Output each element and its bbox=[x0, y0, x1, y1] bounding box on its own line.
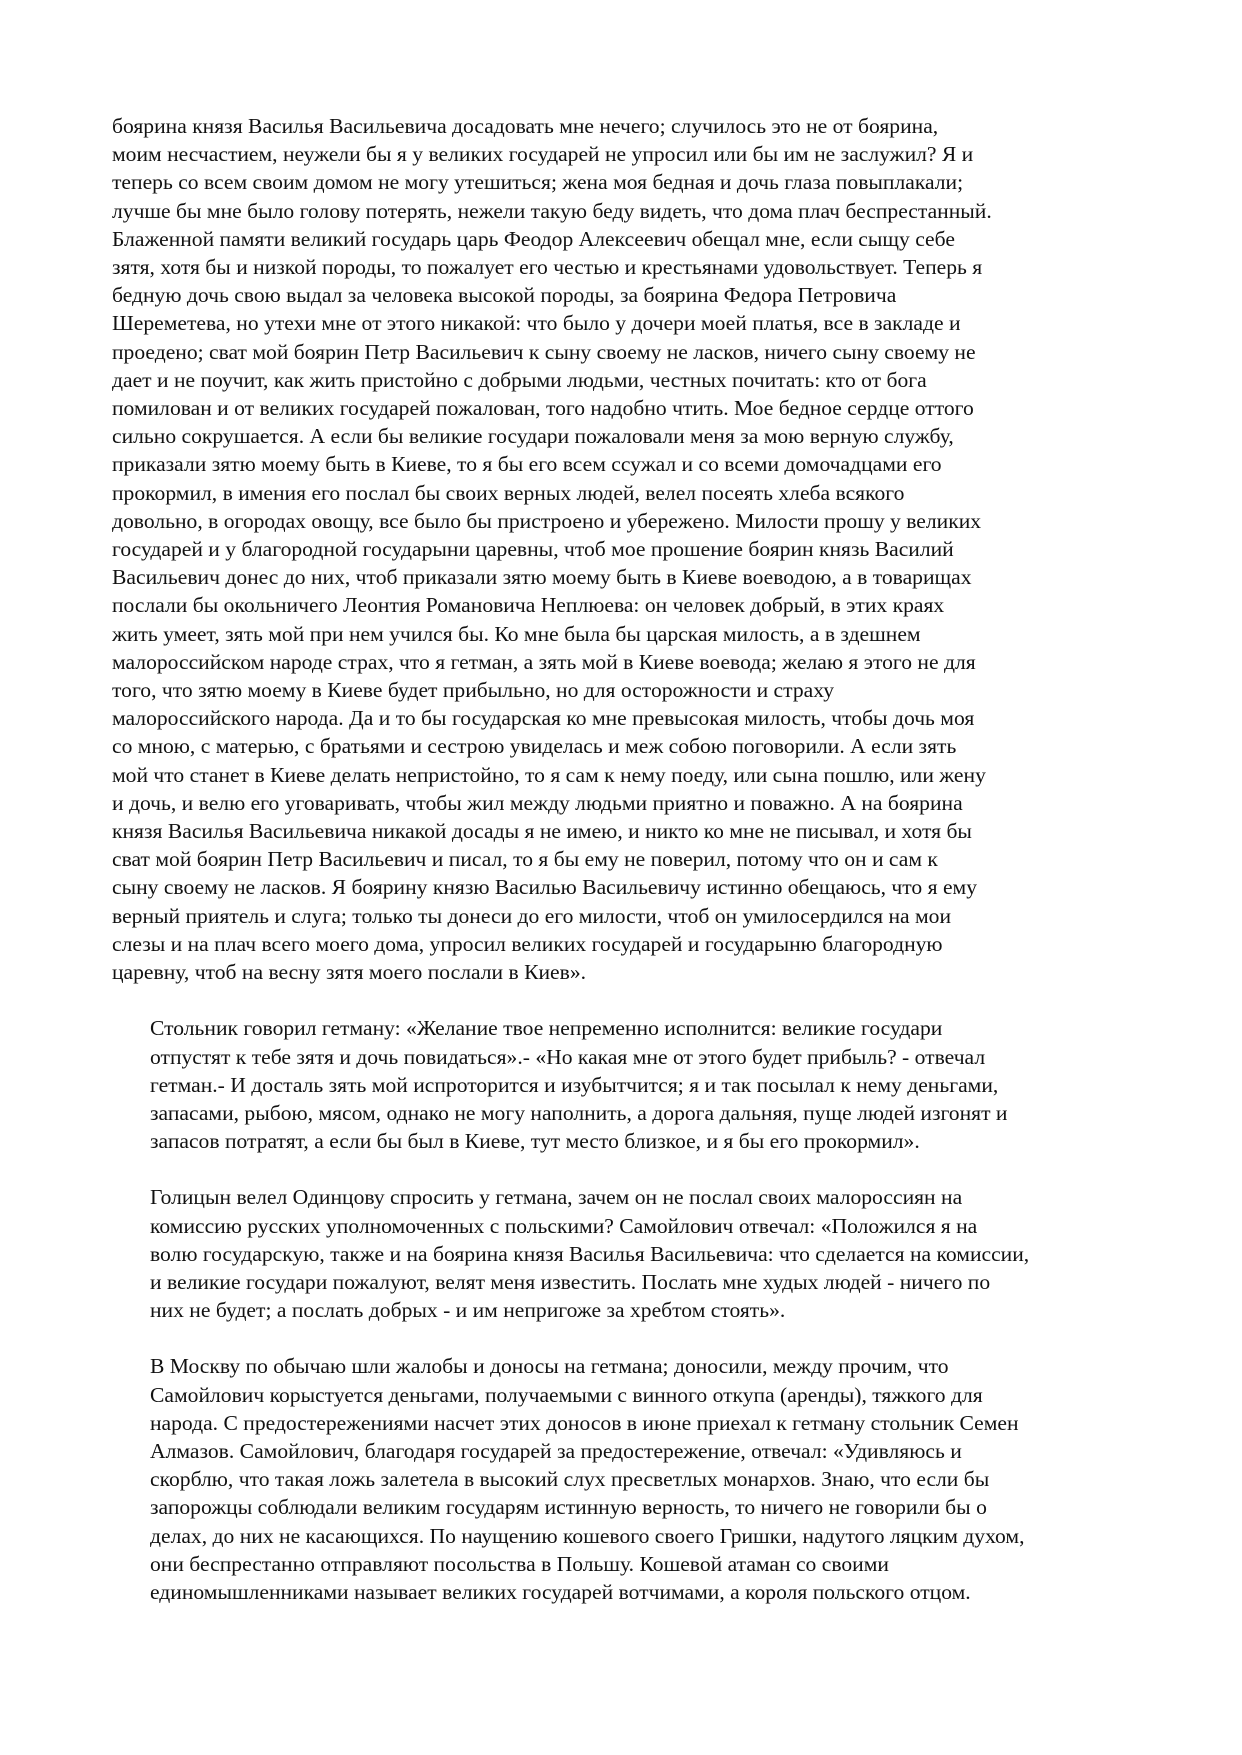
text-line: зятя, хотя бы и низкой породы, то пожалует его честью и крестьянами удовольствует. Теперь я bbox=[112, 255, 983, 280]
text-line: князя Василья Васильевича никакой досады я не имею, и никто ко мне не писывал, и хотя бы bbox=[112, 819, 972, 844]
text-line: и дочь, и велю его уговаривать, чтобы жил между людьми приятно и поважно. А на боярина bbox=[112, 790, 963, 815]
document-page bbox=[112, 112, 1132, 1634]
text-line: комиссию русских уполномоченных с польскими? Самойлович отвечал: «Положился я на bbox=[150, 1213, 978, 1238]
text-line: Васильевич донес до них, чтоб приказали зятю моему быть в Киеве воеводою, а в товарищах bbox=[112, 565, 972, 590]
paragraph-1 bbox=[112, 112, 1132, 986]
paragraph-4 bbox=[112, 1352, 1132, 1606]
text-line: бедную дочь свою выдал за человека высокой породы, за боярина Федора Петровича bbox=[112, 283, 897, 308]
text-line: государей и у благородной государыни царевны, чтоб мое прошение боярин князь Василий bbox=[112, 537, 954, 562]
text-line: запорожцы соблюдали великим государям истинную верность, то ничего не говорили бы о bbox=[150, 1495, 987, 1520]
paragraph-3 bbox=[112, 1183, 1132, 1324]
text-line: Самойлович корыстуется деньгами, получаемыми с винного откупа (аренды), тяжкого для bbox=[150, 1382, 983, 1407]
text-line: помилован и от великих государей пожалован, того надобно чтить. Мое бедное сердце оттого bbox=[112, 396, 974, 421]
text-line: моим несчастием, неужели бы я у великих государей не упросил или бы им не заслужил? Я и bbox=[112, 142, 974, 167]
text-line: царевну, чтоб на весну зятя моего послали в Киев». bbox=[112, 960, 587, 985]
text-line: запасов потратят, а если бы был в Киеве, тут место близкое, и я бы его прокормил». bbox=[150, 1129, 920, 1154]
text-line: со мною, с матерью, с братьями и сестрою увиделась и меж собою поговорили. А если зять bbox=[112, 734, 957, 759]
text-line: них не будет; а послать добрых - и им непригоже за хребтом стоять». bbox=[150, 1298, 786, 1323]
text-line: отпустят к тебе зятя и дочь повидаться».- «Но какая мне от этого будет прибыль? - отвечал bbox=[150, 1044, 986, 1069]
paragraph-2 bbox=[112, 1014, 1132, 1155]
text-line: и великие государи пожалуют, велят меня известить. Послать мне худых людей - ничего по bbox=[150, 1269, 991, 1294]
text-line: проедено; сват мой боярин Петр Васильевич к сыну своему не ласков, ничего сыну своему не bbox=[112, 339, 976, 364]
text-line: скорблю, что такая ложь залетела в высокий слух пресветлых монархов. Знаю, что если бы bbox=[150, 1467, 990, 1492]
text-line: В Москву по обычаю шли жалобы и доносы на гетмана; доносили, между прочим, что bbox=[150, 1354, 949, 1379]
text-line: гетман.- И досталь зять мой испроторится и изубытчится; я и так посылал к нему деньгами, bbox=[150, 1072, 999, 1097]
text-line: Стольник говорил гетману: «Желание твое непременно исполнится: великие государи bbox=[150, 1016, 943, 1041]
text-line: народа. С предостережениями насчет этих доносов в июне приехал к гетману стольник Семен bbox=[150, 1410, 1019, 1435]
text-line: теперь со всем своим домом не могу утешиться; жена моя бедная и дочь глаза повыплакали; bbox=[112, 170, 964, 195]
text-line: Алмазов. Самойлович, благодаря государей за предостережение, отвечал: «Удивляюсь и bbox=[150, 1438, 962, 1463]
text-line: прокормил, в имения его послал бы своих верных людей, велел посеять хлеба всякого bbox=[112, 480, 905, 505]
text-line: жить умеет, зять мой при нем учился бы. Ко мне была бы царская милость, а в здешнем bbox=[112, 621, 921, 646]
text-line: лучше бы мне было голову потерять, нежели такую беду видеть, что дома плач беспрестанный. bbox=[112, 198, 992, 223]
text-line: слезы и на плач всего моего дома, упросил великих государей и государыню благородную bbox=[112, 931, 943, 956]
text-line: мой что станет в Киеве делать непристойно, то я сам к нему поеду, или сына пошлю, или жену bbox=[112, 762, 986, 787]
text-line: Блаженной памяти великий государь царь Феодор Алексеевич обещал мне, если сыщу себе bbox=[112, 226, 955, 251]
text-line: они беспрестанно отправляют посольства в Польшу. Кошевой атаман со своими bbox=[150, 1551, 889, 1576]
text-line: сильно сокрушается. А если бы великие государи пожаловали меня за мою верную службу, bbox=[112, 424, 954, 449]
text-line: Шереметева, но утехи мне от этого никакой: что было у дочери моей платья, все в закладе и bbox=[112, 311, 961, 336]
text-line: Голицын велел Одинцову спросить у гетмана, зачем он не послал своих малороссиян на bbox=[150, 1185, 963, 1210]
text-line: послали бы окольничего Леонтия Романовича Неплюева: он человек добрый, в этих краях bbox=[112, 593, 945, 618]
text-line: довольно, в огородах овощу, все было бы пристроено и убережено. Милости прошу у великих bbox=[112, 508, 982, 533]
text-line: сват мой боярин Петр Васильевич и писал, то я бы ему не поверил, потому что он и сам к bbox=[112, 847, 938, 872]
text-line: того, что зятю моему в Киеве будет прибыльно, но для осторожности и страху bbox=[112, 678, 834, 703]
text-line: приказали зятю моему быть в Киеве, то я бы его всем ссужал и со всеми домочадцами его bbox=[112, 452, 942, 477]
text-line: верный приятель и слуга; только ты донеси до его милости, чтоб он умилосердился на мои bbox=[112, 903, 952, 928]
text-line: волю государскую, также и на боярина князя Василья Васильевича: что сделается на комиссии, bbox=[150, 1241, 1030, 1266]
text-line: запасами, рыбою, мясом, однако не могу наполнить, а дорога дальняя, пуще людей изгонят и bbox=[150, 1100, 1008, 1125]
text-line: единомышленниками называет великих государей вотчимами, а короля польского отцом. bbox=[150, 1579, 971, 1604]
text-line: делах, до них не касающихся. По наущению кошевого своего Гришки, надутого ляцким духом, bbox=[150, 1523, 1025, 1548]
text-line: дает и не поучит, как жить пристойно с добрыми людьми, честных почитать: кто от бога bbox=[112, 367, 927, 392]
text-line: боярина князя Василья Васильевича досадовать мне нечего; случилось это не от боярина, bbox=[112, 114, 939, 138]
text-line: малороссийского народа. Да и то бы государская ко мне превысокая милость, чтобы дочь моя bbox=[112, 706, 975, 731]
text-line: малороссийском народе страх, что я гетман, а зять мой в Киеве воевода; желаю я этого не для bbox=[112, 649, 976, 674]
text-line: сыну своему не ласков. Я боярину князю Василью Васильевичу истинно обещаюсь, что я ему bbox=[112, 875, 978, 900]
